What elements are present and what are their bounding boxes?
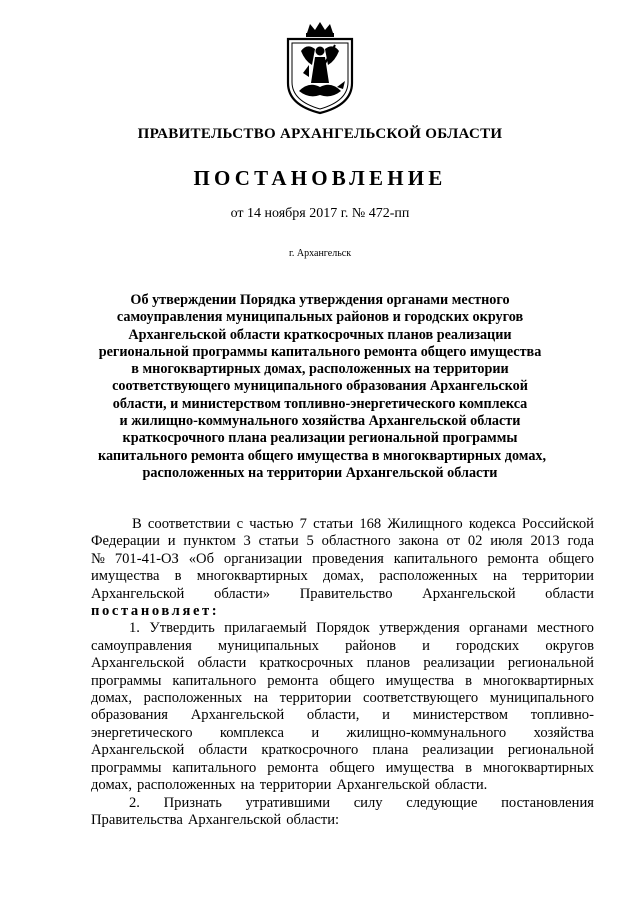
body-line — [91, 533, 594, 550]
body-line — [91, 620, 594, 637]
title-line: краткосрочного плана реализации региональной программы — [122, 430, 518, 447]
body-word: территории — [259, 777, 332, 794]
body-word: В — [132, 516, 142, 532]
body-word: соответствии — [147, 516, 231, 532]
body-line — [91, 707, 594, 724]
body-word: и — [311, 724, 320, 741]
body-word: пунктом — [183, 533, 236, 550]
body-word: Архангельской — [422, 585, 516, 602]
body-word: городских — [456, 637, 520, 654]
body-word: и — [422, 637, 430, 654]
body-word: области, — [306, 707, 360, 724]
body-word: 2013 — [530, 533, 560, 550]
body-word: Федерации — [91, 533, 160, 550]
body-word: Правительства — [91, 811, 183, 828]
body-line — [91, 568, 594, 585]
body-word: утратившими — [245, 794, 331, 811]
body-word: и — [382, 707, 390, 724]
body-word: районов — [345, 637, 396, 654]
body-word: органами — [469, 620, 528, 637]
body-word: области: — [286, 811, 340, 828]
body-word: реализации — [422, 742, 494, 759]
body-word: от — [446, 533, 460, 550]
body-word: области — [198, 742, 248, 759]
body-word: кодекса — [468, 516, 516, 532]
document-date-number: от 14 ноября 2017 г. № 472-пп — [230, 206, 410, 221]
title-line: капитального ремонта общего имущества в многоквартирных домах, — [98, 447, 547, 464]
body-word: соответствующего — [362, 690, 479, 707]
title-line: расположенных на территории Архангельской области — [142, 464, 498, 481]
body-word: Жилищного — [387, 516, 463, 532]
body-word: ремонта — [267, 672, 319, 689]
body-line — [91, 673, 594, 690]
body-word: 5 — [306, 533, 314, 550]
body-line — [91, 516, 594, 533]
body-word: капитального — [393, 550, 478, 567]
body-word: имущества — [91, 568, 160, 585]
body-word: муниципального — [489, 690, 594, 707]
body-word: имущества — [385, 759, 455, 776]
body-word: следующие — [406, 794, 478, 811]
body-word: Архангельской — [91, 585, 185, 602]
body-line — [91, 812, 594, 829]
body-word: капитального — [172, 672, 257, 689]
body-word: 1. — [129, 620, 140, 637]
body-word: Архангельской — [187, 811, 282, 828]
body-word: Архангельской — [91, 655, 185, 672]
body-word: статьи — [258, 533, 299, 550]
body-word: общего — [329, 672, 375, 689]
resolution-keyword — [91, 603, 594, 620]
title-line: области, и министерством топливно-энергетического комплекса — [112, 395, 528, 412]
body-word: региональной — [507, 742, 594, 759]
title-line: Об утверждении Порядка утверждения органами местного — [130, 292, 510, 308]
body-word: года — [567, 533, 594, 550]
body-word: многоквартирных — [482, 759, 594, 776]
body-word: образования — [91, 707, 168, 724]
body-word: области — [197, 655, 247, 672]
body-line — [91, 551, 594, 568]
body-word: Утвердить — [149, 620, 215, 637]
body-word: территории — [522, 568, 594, 585]
body-word: топливно- — [530, 707, 594, 724]
body-word: на — [253, 690, 269, 707]
body-word: программы — [91, 759, 162, 776]
title-line: Архангельской области краткосрочных планов реализации — [128, 326, 512, 343]
body-word: Архангельской — [91, 742, 185, 759]
body-word: многоквартирных — [482, 672, 594, 689]
title-line: региональной программы капитального ремонта общего имущества — [98, 343, 542, 360]
body-word: округов — [545, 637, 594, 654]
body-word: планов — [366, 655, 411, 672]
body-word: областного — [321, 533, 391, 550]
body-word: реализации — [423, 655, 495, 672]
body-word: на — [240, 777, 255, 794]
body-word: жилищно-коммунального — [346, 724, 507, 741]
body-word: Российской — [522, 516, 594, 532]
document-city: г. Архангельск — [288, 248, 352, 259]
body-word: июля — [490, 533, 523, 550]
body-word: 7 — [299, 516, 307, 532]
body-word: на — [492, 568, 508, 585]
body-word: общего — [548, 550, 594, 567]
body-line — [91, 690, 594, 707]
body-word: 3 — [243, 533, 251, 550]
body-word: Архангельской — [190, 707, 285, 724]
body-word: силу — [353, 794, 383, 811]
document-type: ПОСТАНОВЛЕНИЕ — [193, 166, 447, 190]
body-word: расположенных — [137, 777, 236, 794]
body-word: плана — [372, 742, 409, 759]
body-word: краткосрочного — [261, 742, 359, 759]
body-word: 701-41-ОЗ — [114, 550, 179, 567]
body-line — [91, 742, 594, 759]
title-line: самоуправления муниципальных районов и городских округов — [116, 309, 524, 326]
body-word: Правительство — [299, 585, 393, 602]
body-word: имущества — [385, 672, 455, 689]
body-word: закона — [398, 533, 439, 550]
body-word: ремонта — [487, 550, 539, 567]
body-word: 168 — [359, 516, 382, 532]
organization-name: ПРАВИТЕЛЬСТВО АРХАНГЕЛЬСКОЙ ОБЛАСТИ — [137, 126, 503, 142]
body-word: комплекса — [219, 724, 284, 741]
body-line — [91, 655, 594, 672]
body-word: муниципальных — [217, 637, 319, 654]
body-word: организации — [223, 550, 303, 567]
body-word: в — [465, 672, 472, 689]
body-word: частью — [249, 516, 294, 532]
body-word: «Об — [188, 550, 215, 567]
body-word: Порядок — [316, 620, 370, 637]
body-word: расположенных — [379, 568, 478, 585]
body-word: территории — [279, 690, 352, 707]
body-word: Архангельской — [336, 777, 430, 794]
body-line — [91, 777, 594, 794]
body-word: многоквартирных — [196, 568, 308, 585]
body-word: хозяйства — [533, 724, 594, 741]
body-word: области» — [214, 585, 271, 602]
body-word: программы — [91, 672, 162, 689]
document-title — [98, 292, 547, 482]
coat-of-arms-emblem — [279, 21, 361, 115]
body-word: краткосрочных — [259, 655, 354, 672]
body-word: проведения — [312, 550, 384, 567]
body-word: капитального — [172, 759, 257, 776]
body-word: министерством — [412, 707, 508, 724]
body-word: самоуправления — [91, 637, 192, 654]
body-word: в — [174, 568, 182, 585]
body-word: 2. — [129, 794, 140, 811]
body-word: домах, — [322, 568, 364, 585]
body-word: региональной — [507, 655, 594, 672]
body-word: области. — [434, 777, 488, 794]
body-word: 02 — [467, 533, 483, 550]
body-line — [91, 795, 594, 812]
body-word: домах, — [91, 777, 133, 794]
body-word: статьи — [313, 516, 354, 532]
body-word: ремонта — [267, 759, 319, 776]
title-line: соответствующего муниципального образования Архангельской — [112, 378, 528, 395]
body-word: и — [167, 533, 176, 550]
title-line: и жилищно-коммунального хозяйства Архангельской области — [119, 413, 521, 430]
title-line: в многоквартирных домах, расположенных на территории — [131, 361, 509, 378]
body-word: в — [465, 759, 472, 776]
body-word: прилагаемый — [224, 620, 307, 637]
document-body — [91, 516, 594, 829]
body-word: № — [91, 550, 105, 567]
body-word: Признать — [163, 794, 222, 811]
body-line — [91, 760, 594, 777]
body-word: области — [545, 585, 594, 602]
body-word: с — [236, 516, 244, 532]
body-word: местного — [536, 620, 594, 637]
body-line — [91, 638, 594, 655]
body-line — [91, 725, 594, 742]
body-word: расположенных — [143, 690, 243, 707]
body-word: домах, — [91, 690, 133, 707]
resolution-word: постановляет: — [91, 603, 220, 620]
body-word: постановления — [501, 794, 594, 811]
body-word: утверждения — [379, 620, 460, 637]
body-word: энергетического — [91, 724, 193, 741]
body-line — [91, 586, 594, 603]
body-word: общего — [329, 759, 375, 776]
